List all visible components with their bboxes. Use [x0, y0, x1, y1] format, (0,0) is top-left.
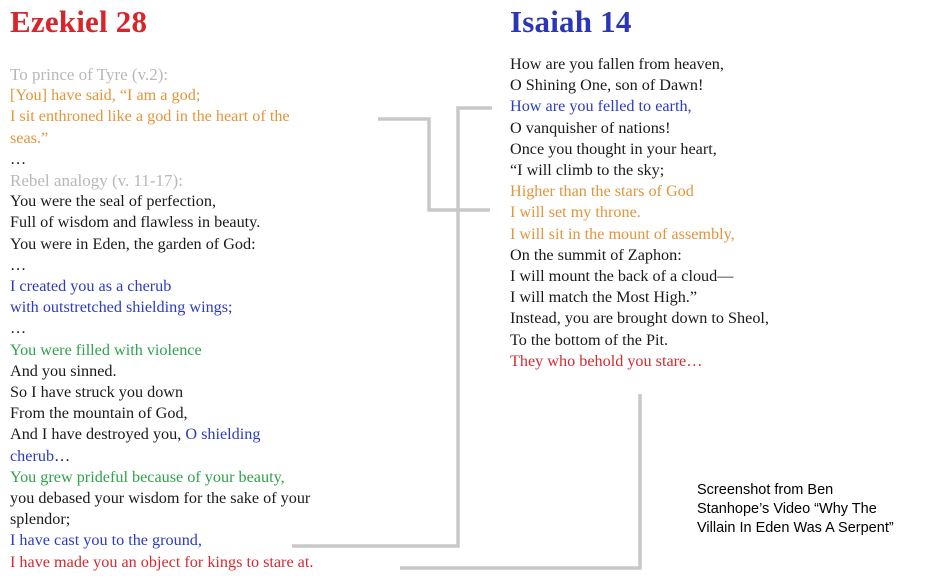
isaiah-verse-line: They who behold you stare… [510, 351, 703, 370]
isaiah-verse-line: I will match the Most High.” [510, 288, 698, 307]
ezekiel-verse-line: I sit enthroned like a god in the heart of the [10, 107, 290, 126]
caption-line-1: Screenshot from Ben [697, 482, 834, 498]
ezekiel-verse-line: To prince of Tyre (v.2): [10, 65, 169, 84]
ezekiel-verse-line: … [10, 255, 27, 274]
isaiah-verse-line: I will mount the back of a cloud— [510, 267, 734, 286]
verse-segment: cherub [10, 446, 55, 465]
isaiah-verse-line: On the summit of Zaphon: [510, 245, 682, 264]
isaiah-verse-line: Higher than the stars of God [510, 182, 694, 201]
ezekiel-verse-line: I have cast you to the ground, [10, 531, 202, 550]
ezekiel-verse-line: You grew prideful because of your beauty, [10, 467, 285, 486]
connector-felled [458, 108, 492, 210]
isaiah-verse-line: How are you felled to earth, [510, 97, 692, 116]
isaiah-verse-line: O Shining One, son of Dawn! [510, 76, 704, 95]
isaiah-verse-line: “I will climb to the sky; [510, 161, 665, 180]
isaiah-verse-line: To the bottom of the Pit. [510, 330, 669, 349]
connector-ground [292, 210, 458, 546]
ezekiel-verse-line: with outstretched shielding wings; [10, 298, 233, 317]
isaiah-verse-line: How are you fallen from heaven, [510, 55, 724, 73]
isaiah-verse-line: O vanquisher of nations! [510, 118, 671, 137]
ezekiel-verse-line: I have made you an object for kings to stare at. [10, 552, 314, 571]
ezekiel-verse-line: You were in Eden, the garden of God: [10, 234, 256, 253]
isaiah-verse-line: I will sit in the mount of assembly, [510, 224, 735, 243]
caption-line-2: Stanhope’s Video “Why The [697, 501, 877, 517]
ezekiel-verse-line: splendor; [10, 510, 71, 529]
ezekiel-verse-line: Full of wisdom and flawless in beauty. [10, 213, 261, 232]
ezekiel-verse-line: So I have struck you down [10, 383, 184, 402]
isaiah-title: Isaiah 14 [510, 4, 632, 39]
source-caption [697, 481, 922, 538]
verse-segment: … [54, 446, 71, 465]
ezekiel-verse-line: You were filled with violence [10, 340, 202, 359]
ezekiel-verse-line: … [10, 149, 27, 168]
ezekiel-verse-line: From the mountain of God, [10, 404, 188, 423]
isaiah-verse-line: Once you thought in your heart, [510, 139, 717, 158]
connector-throne [378, 119, 490, 210]
isaiah-verse-line: Instead, you are brought down to Sheol, [510, 309, 769, 328]
ezekiel-verse-line: … [10, 319, 27, 338]
caption-line-3: Villain In Eden Was A Serpent” [697, 520, 894, 536]
ezekiel-verse-line: And you sinned. [10, 361, 117, 380]
connector-stare [400, 394, 640, 568]
ezekiel-verse-line: You were the seal of perfection, [10, 192, 217, 211]
verse-segment: And I have destroyed you, [10, 425, 186, 444]
ezekiel-title: Ezekiel 28 [10, 4, 148, 39]
isaiah-verse-line: I will set my throne. [510, 203, 641, 222]
ezekiel-verse-line: seas.” [10, 128, 49, 147]
ezekiel-verse-line: Rebel analogy (v. 11-17): [10, 171, 183, 191]
ezekiel-verse-line: I created you as a cherub [10, 277, 172, 296]
verse-segment: O shielding [185, 425, 261, 444]
ezekiel-verse-line: [You] have said, “I am a god; [10, 86, 201, 105]
ezekiel-verse-line: you debased your wisdom for the sake of your [10, 489, 311, 508]
